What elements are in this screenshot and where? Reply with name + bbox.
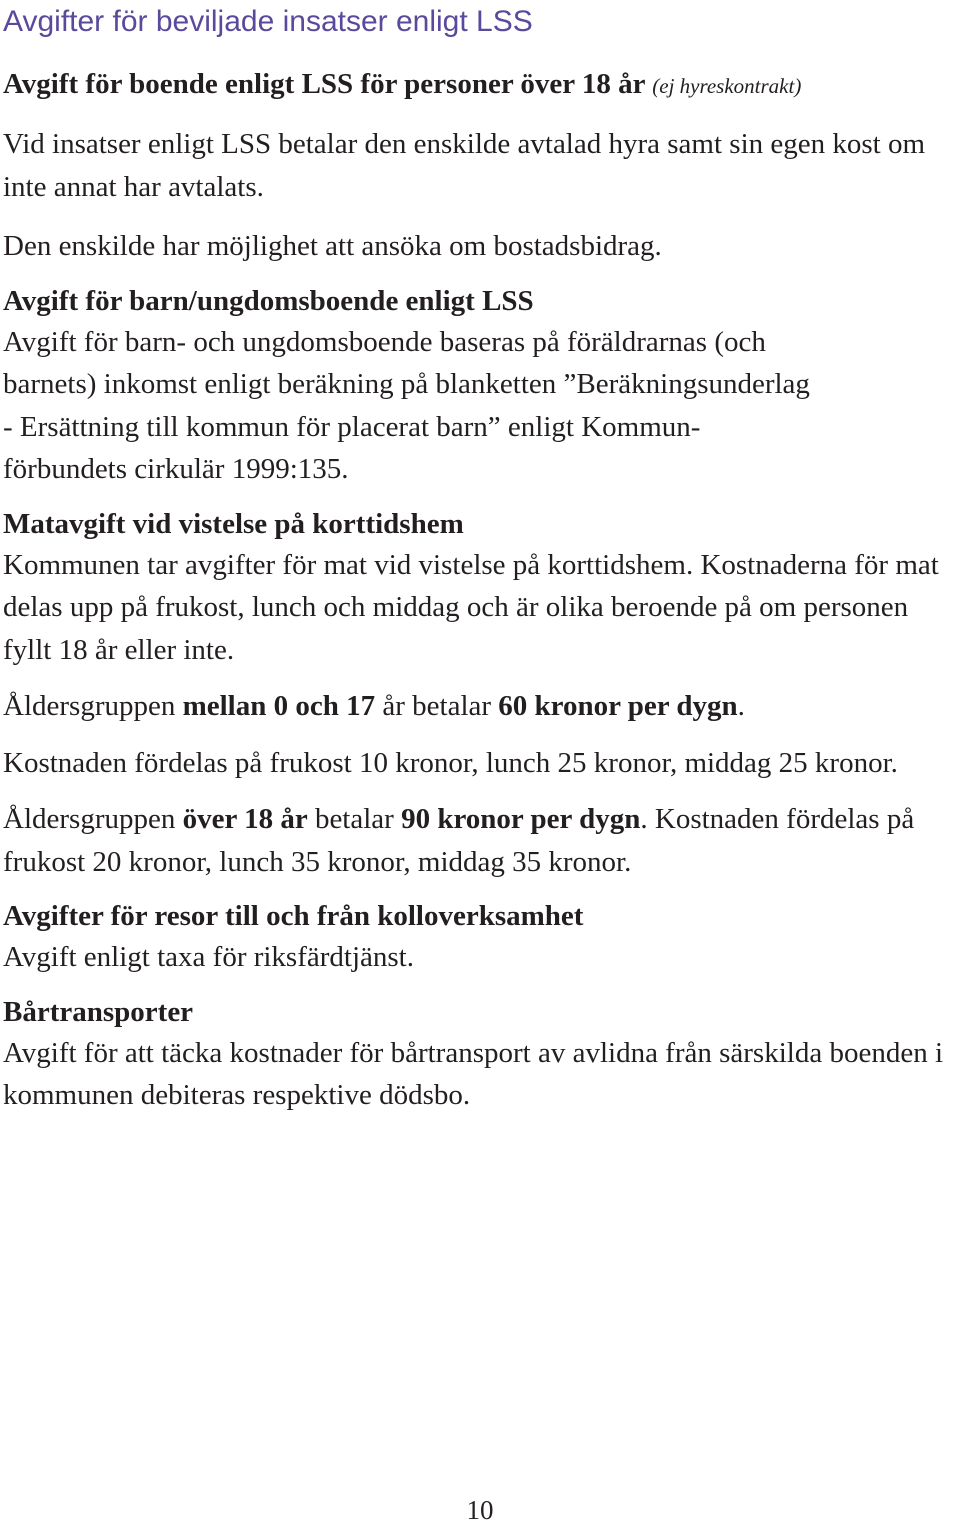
paragraph-bartransporter: Avgift för att täcka kostnader för bårtransport av avlidna från särskilda boenden i kommunen debiteras respektive dödsbo. bbox=[3, 1036, 944, 1111]
paragraph-boende-bostadsbidrag: Den enskilde har möjlighet att ansöka om bostadsbidrag. bbox=[3, 230, 662, 262]
paragraph-matavgift-young bbox=[3, 685, 958, 728]
age-group-young: mellan 0 och 17 bbox=[182, 690, 376, 722]
section-heading-note: (ej hyreskontrakt) bbox=[652, 74, 802, 98]
paragraph-matavgift-intro: Kommunen tar avgifter för mat vid vistelse på korttidshem. Kostnaderna för mat delas upp på frukost, lunch och middag och är olika beroende på om personen fyllt 18 år eller inte. bbox=[3, 548, 939, 666]
age-group-adult: över 18 år bbox=[182, 803, 308, 835]
price-young: 60 kronor per dygn bbox=[498, 690, 738, 722]
section-heading-boende bbox=[3, 64, 958, 106]
paragraph-boende-hyra: Vid insatser enligt LSS betalar den enskilde avtalad hyra samt sin egen kost om inte annat har avtalats. bbox=[3, 128, 926, 203]
text-run: Åldersgruppen bbox=[3, 803, 183, 835]
paragraph-line: - Ersättning till kommun för placerat barn” enligt Kommun- bbox=[3, 410, 701, 443]
text-run: Åldersgruppen bbox=[3, 690, 183, 722]
section-heading-boende-text: Avgift för boende enligt LSS för personer över 18 år bbox=[3, 68, 645, 100]
paragraph-line: Avgift för barn- och ungdomsboende baseras på föräldrarnas (och bbox=[3, 325, 766, 358]
section-heading-barnboende: Avgift för barn/ungdomsboende enligt LSS bbox=[3, 284, 534, 317]
section-heading-matavgift: Matavgift vid vistelse på korttidshem bbox=[3, 507, 464, 540]
page-number: 10 bbox=[466, 1495, 494, 1525]
paragraph-matavgift-young-breakdown: Kostnaden fördelas på frukost 10 kronor, lunch 25 kronor, middag 25 kronor. bbox=[3, 746, 898, 779]
section-heading-resor: Avgifter för resor till och från kolloverksamhet bbox=[3, 900, 584, 932]
text-run: . Kostnaden fördelas på frukost 20 kronor, lunch 35 kronor, middag 35 kronor. bbox=[3, 803, 915, 878]
text-run: år betalar bbox=[375, 690, 499, 722]
price-adult: 90 kronor per dygn bbox=[401, 803, 641, 835]
paragraph-line: barnets) inkomst enligt beräkning på blanketten ”Beräkningsunderlag bbox=[3, 368, 810, 400]
text-run: betalar bbox=[307, 803, 402, 835]
paragraph-barnboende bbox=[3, 321, 958, 491]
paragraph-resor: Avgift enligt taxa för riksfärdtjänst. bbox=[3, 941, 414, 973]
paragraph-matavgift-adult bbox=[3, 798, 958, 883]
paragraph-line: förbundets cirkulär 1999:135. bbox=[3, 453, 349, 485]
document-body bbox=[3, 64, 958, 1117]
text-run: . bbox=[737, 690, 745, 722]
page-title: Avgifter för beviljade insatser enligt LSS bbox=[3, 5, 533, 38]
section-heading-bartransporter: Bårtransporter bbox=[3, 995, 194, 1028]
